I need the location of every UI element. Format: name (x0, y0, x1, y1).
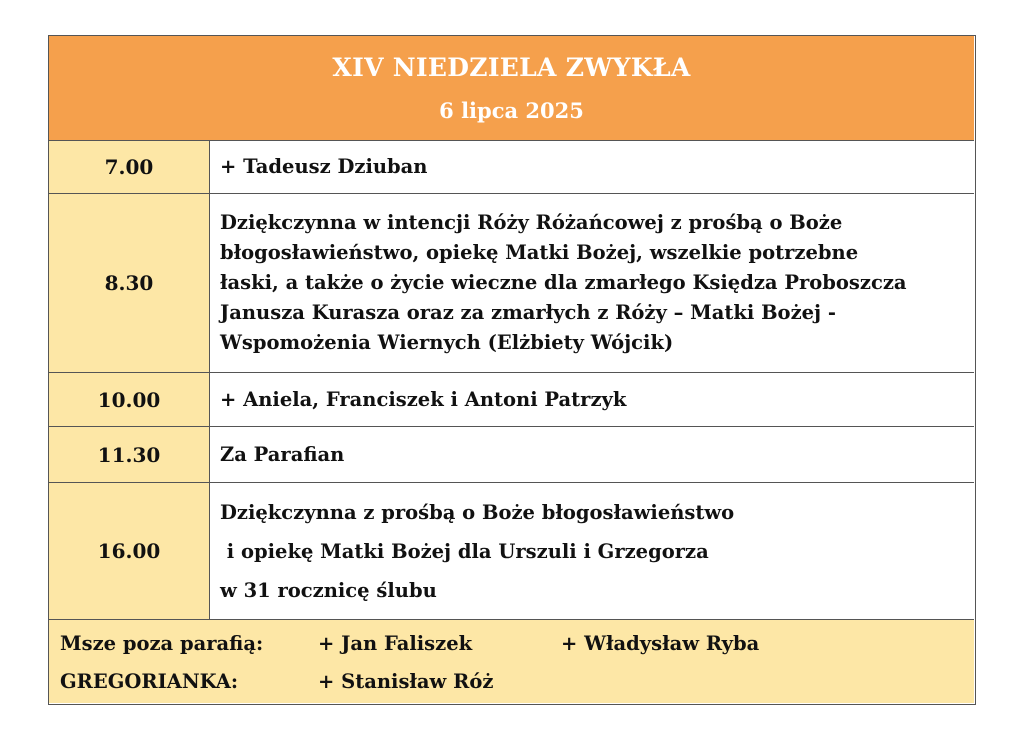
outside-parish-name: + Jan Faliszek (318, 632, 473, 655)
intention-line: + Tadeusz Dziuban (220, 155, 428, 178)
mass-time: 16.00 (49, 483, 210, 619)
sunday-title: XIV NIEDZIELA ZWYKŁA (332, 53, 691, 82)
intention-line: Janusza Kurasza oraz za zmarłych z Róży – Matki Bożej - (220, 301, 836, 324)
intention-line: Dziękczynna z prośbą o Boże błogosławieństwo (220, 500, 735, 524)
intention-line: w 31 rocznicę ślubu (220, 578, 437, 602)
mass-schedule-table (48, 35, 976, 705)
intention-line: łaski, a także o życie wieczne dla zmarłego Księdza Proboszcza (220, 271, 907, 294)
mass-intention (210, 427, 974, 482)
schedule-header (49, 36, 974, 141)
intention-line: Wspomożenia Wiernych (Elżbiety Wójcik) (220, 331, 674, 354)
intention-line: Za Parafian (220, 442, 345, 466)
intention-line: + Aniela, Franciszek i Antoni Patrzyk (220, 387, 627, 411)
sunday-date: 6 lipca 2025 (439, 98, 584, 123)
mass-row (49, 427, 974, 483)
mass-intention (210, 373, 974, 426)
schedule-footer (49, 620, 974, 703)
outside-parish-name: + Władysław Ryba (561, 632, 760, 655)
mass-time: 10.00 (49, 373, 210, 426)
gregorian-label: GREGORIANKA: (60, 670, 239, 693)
intention-line: Dziękczynna w intencji Róży Różańcowej z prośbą o Boże (220, 211, 843, 234)
outside-parish-label: Msze poza parafią: (60, 632, 264, 655)
mass-row (49, 194, 974, 373)
mass-intention (210, 194, 974, 372)
intention-line: błogosławieństwo, opiekę Matki Bożej, wszelkie potrzebne (220, 241, 859, 264)
mass-time: 11.30 (49, 427, 210, 482)
mass-time: 7.00 (49, 141, 210, 193)
mass-row (49, 373, 974, 427)
mass-intention (210, 141, 974, 193)
mass-row (49, 141, 974, 194)
mass-row (49, 483, 974, 620)
mass-intention (210, 483, 974, 619)
mass-time: 8.30 (49, 194, 210, 372)
intention-line: i opiekę Matki Bożej dla Urszuli i Grzegorza (220, 539, 709, 563)
gregorian-name: + Stanisław Róż (318, 670, 494, 693)
